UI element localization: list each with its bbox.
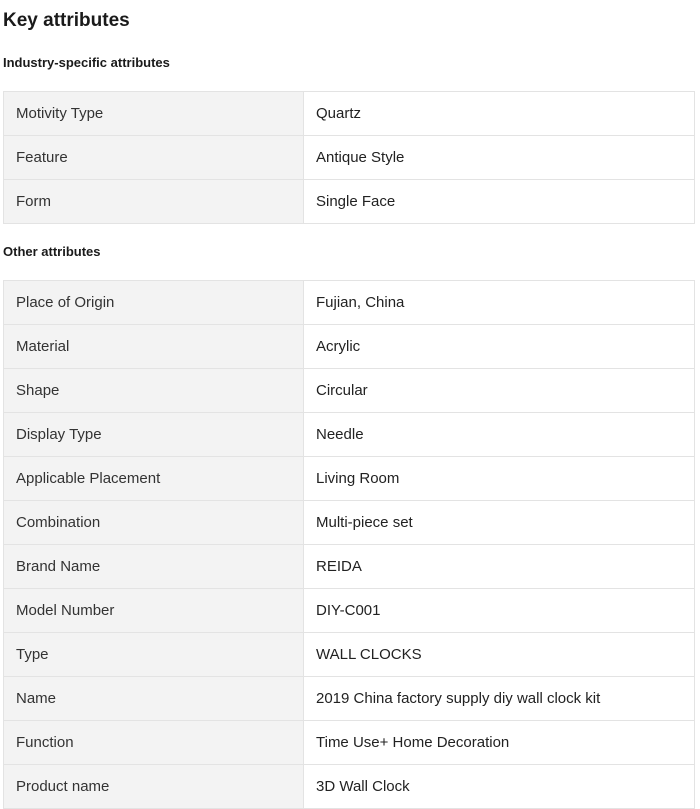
attribute-value: Single Face bbox=[304, 180, 695, 224]
attribute-value: DIY-C001 bbox=[304, 589, 695, 633]
attribute-key: Place of Origin bbox=[4, 281, 304, 325]
table-row bbox=[4, 281, 695, 325]
attribute-key: Shape bbox=[4, 369, 304, 413]
attribute-key: Model Number bbox=[4, 589, 304, 633]
attribute-key: Feature bbox=[4, 136, 304, 180]
other-attributes-table bbox=[3, 280, 695, 809]
attribute-key: Name bbox=[4, 677, 304, 721]
attribute-value: Acrylic bbox=[304, 325, 695, 369]
table-row bbox=[4, 545, 695, 589]
table-row bbox=[4, 765, 695, 809]
table-row bbox=[4, 369, 695, 413]
table-row bbox=[4, 325, 695, 369]
attribute-value: Antique Style bbox=[304, 136, 695, 180]
attribute-key: Combination bbox=[4, 501, 304, 545]
attribute-value: Fujian, China bbox=[304, 281, 695, 325]
attribute-value: WALL CLOCKS bbox=[304, 633, 695, 677]
table-row bbox=[4, 721, 695, 765]
table-row bbox=[4, 501, 695, 545]
attribute-key: Display Type bbox=[4, 413, 304, 457]
attribute-value: Needle bbox=[304, 413, 695, 457]
attribute-key: Motivity Type bbox=[4, 92, 304, 136]
table-row bbox=[4, 413, 695, 457]
table-row bbox=[4, 677, 695, 721]
attribute-value: Multi-piece set bbox=[304, 501, 695, 545]
attribute-key: Material bbox=[4, 325, 304, 369]
attribute-value: Quartz bbox=[304, 92, 695, 136]
attribute-value: Circular bbox=[304, 369, 695, 413]
attribute-value: Living Room bbox=[304, 457, 695, 501]
attribute-key: Type bbox=[4, 633, 304, 677]
table-row bbox=[4, 633, 695, 677]
table-row bbox=[4, 92, 695, 136]
table-row bbox=[4, 457, 695, 501]
table-row bbox=[4, 180, 695, 224]
table-row bbox=[4, 589, 695, 633]
attribute-value: 2019 China factory supply diy wall clock kit bbox=[304, 677, 695, 721]
attribute-key: Form bbox=[4, 180, 304, 224]
industry-attributes-table bbox=[3, 91, 695, 224]
table-row bbox=[4, 136, 695, 180]
page-title: Key attributes bbox=[3, 10, 130, 31]
attribute-key: Product name bbox=[4, 765, 304, 809]
attribute-value: 3D Wall Clock bbox=[304, 765, 695, 809]
attribute-key: Function bbox=[4, 721, 304, 765]
attribute-key: Brand Name bbox=[4, 545, 304, 589]
attribute-value: Time Use+ Home Decoration bbox=[304, 721, 695, 765]
industry-attributes-heading: Industry-specific attributes bbox=[3, 55, 170, 70]
other-attributes-heading: Other attributes bbox=[3, 244, 101, 259]
attribute-key: Applicable Placement bbox=[4, 457, 304, 501]
attribute-value: REIDA bbox=[304, 545, 695, 589]
